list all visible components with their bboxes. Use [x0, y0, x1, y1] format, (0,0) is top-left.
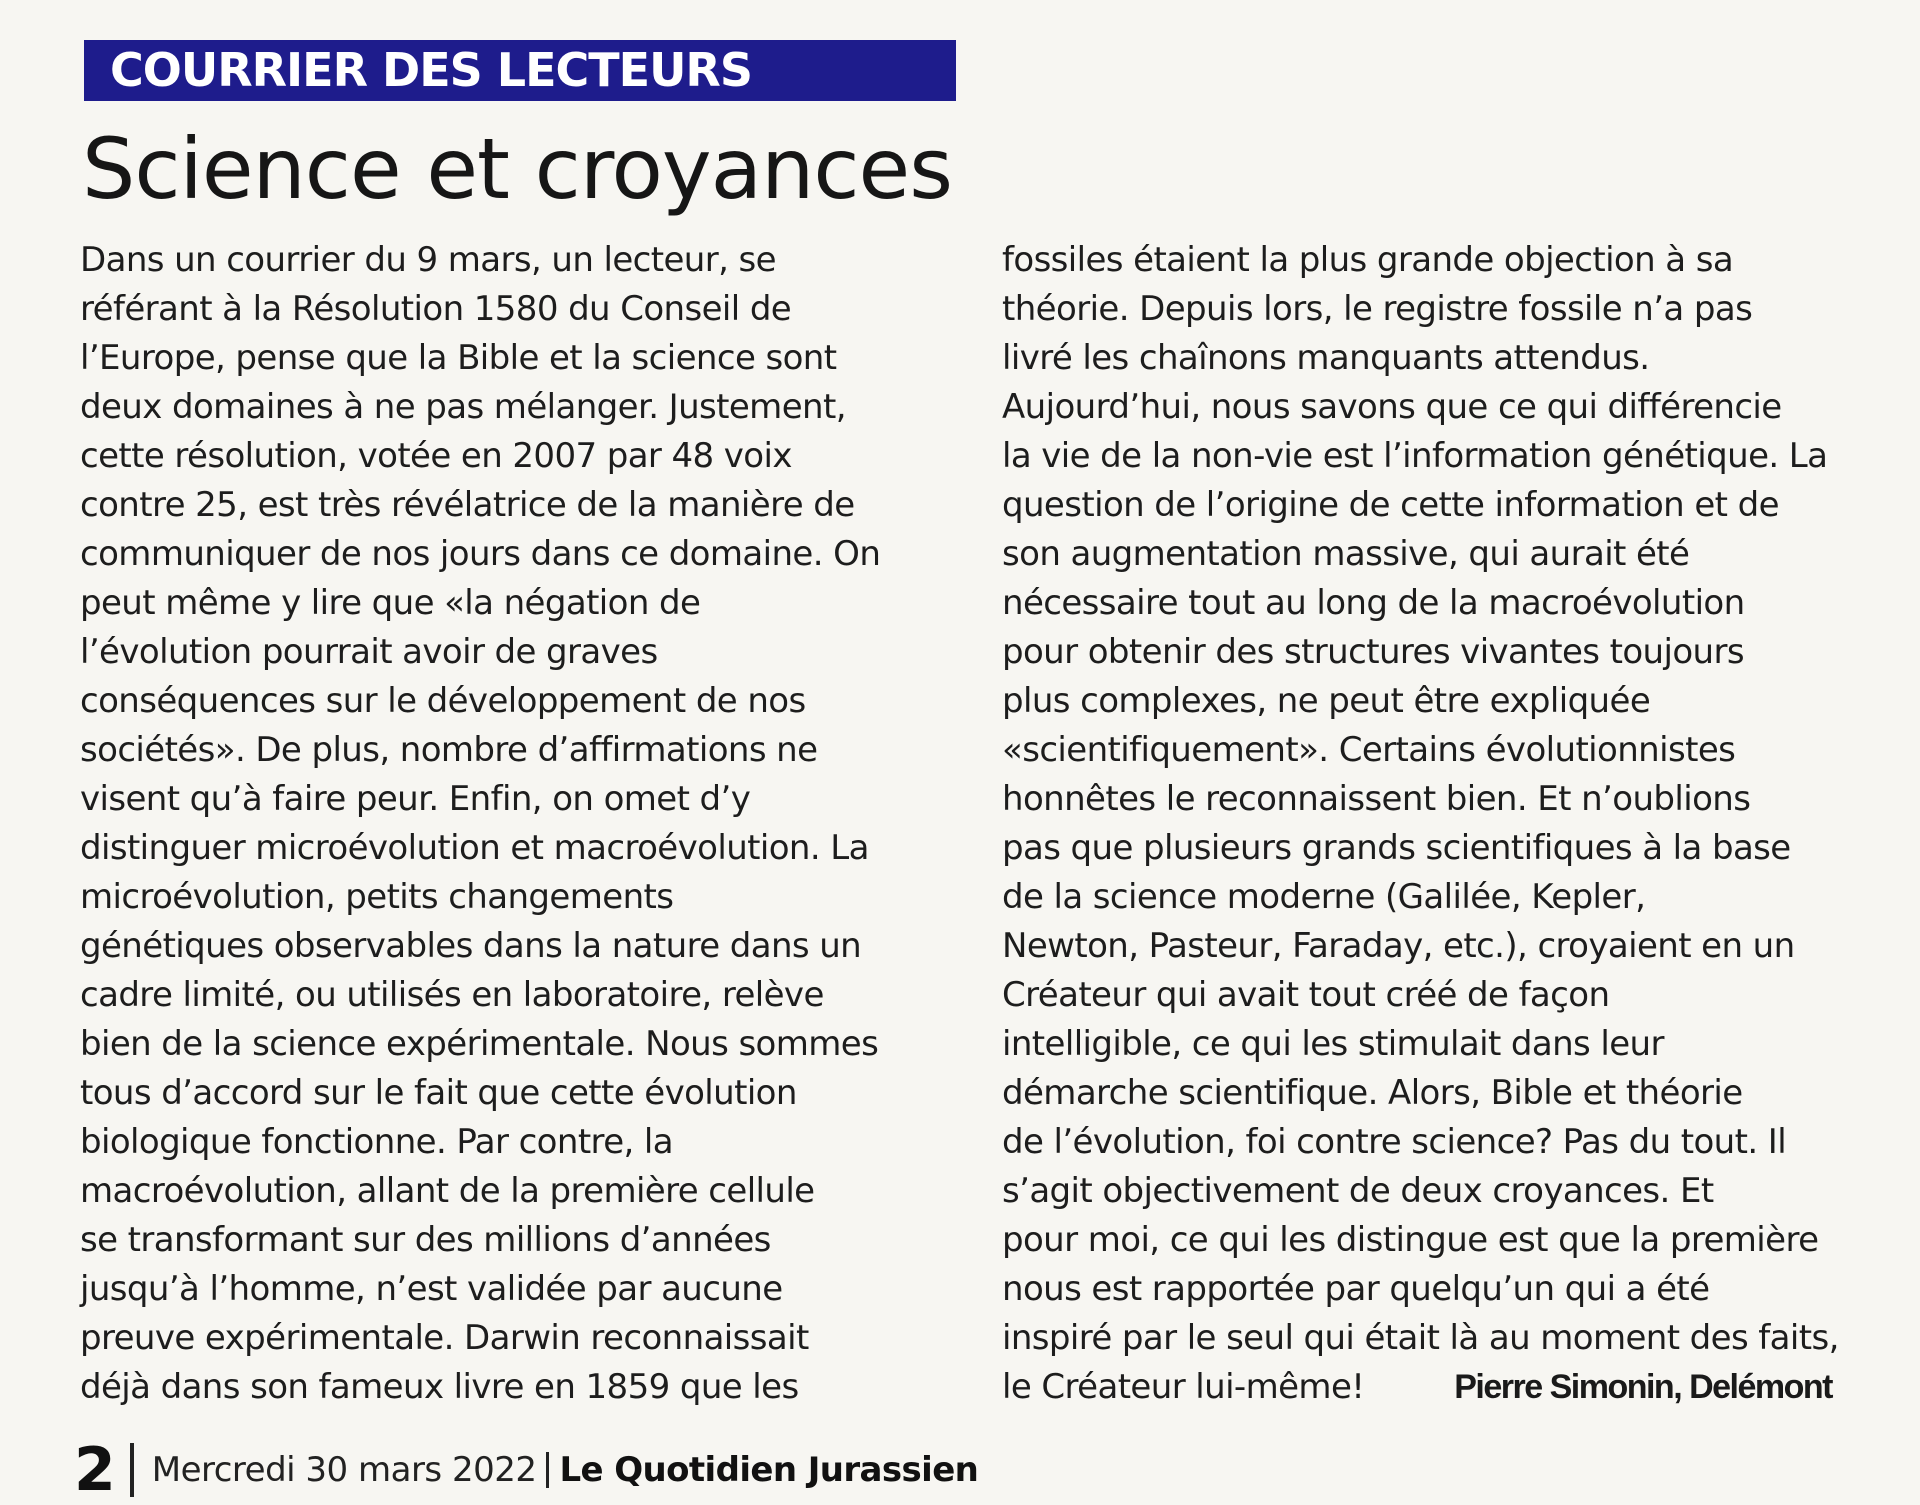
closing-line: le Créateur lui-même!	[1002, 1367, 1365, 1407]
article-text-line: Dans un courrier du 9 mars, un lecteur, se	[80, 240, 776, 280]
article-text-line: question de l’origine de cette information et de	[1002, 485, 1779, 525]
page-number: 2	[74, 1435, 116, 1505]
article-text-line: tous d’accord sur le fait que cette évolution	[80, 1073, 797, 1113]
article-text-line: visent qu’à faire peur. Enfin, on omet d’y	[80, 779, 751, 819]
closing-line-row	[1002, 1363, 1832, 1412]
article-text-line: microévolution, petits changements	[80, 877, 674, 917]
article-text-line: peut même y lire que «la négation de	[80, 583, 701, 623]
article-text-line: Créateur qui avait tout créé de façon	[1002, 975, 1610, 1015]
publication-date: Mercredi 30 mars 2022	[151, 1450, 537, 1490]
article-text-line: livré les chaînons manquants attendus.	[1002, 338, 1650, 378]
article-column-left	[80, 236, 960, 1412]
section-rubric: COURRIER DES LECTEURS	[84, 40, 956, 101]
article-text-line: s’agit objectivement de deux croyances. Et	[1002, 1171, 1714, 1211]
article-text-line: cette résolution, votée en 2007 par 48 voix	[80, 436, 792, 476]
article-text-line: Aujourd’hui, nous savons que ce qui différencie	[1002, 387, 1782, 427]
article-text-line: fossiles étaient la plus grande objection à sa	[1002, 240, 1734, 280]
article-text-line: pour moi, ce qui les distingue est que la première	[1002, 1220, 1819, 1260]
article-text-line: biologique fonctionne. Par contre, la	[80, 1122, 674, 1162]
article-text-line: la vie de la non-vie est l’information génétique. La	[1002, 436, 1828, 476]
article-text-line: de la science moderne (Galilée, Kepler,	[1002, 877, 1646, 917]
article-text-line: de l’évolution, foi contre science? Pas du tout. Il	[1002, 1122, 1787, 1162]
article-text-line: référant à la Résolution 1580 du Conseil de	[80, 289, 792, 329]
article-text-line: son augmentation massive, qui aurait été	[1002, 534, 1690, 574]
article-text-line: nécessaire tout au long de la macroévolution	[1002, 583, 1745, 623]
article-text-line: intelligible, ce qui les stimulait dans leur	[1002, 1024, 1664, 1064]
article-text-line: macroévolution, allant de la première cellule	[80, 1171, 815, 1211]
article-text-line: deux domaines à ne pas mélanger. Justement,	[80, 387, 846, 427]
article-text-line: pour obtenir des structures vivantes toujours	[1002, 632, 1744, 672]
article-text-line: l’Europe, pense que la Bible et la science sont	[80, 338, 837, 378]
footer-divider	[130, 1443, 134, 1497]
article-text-line: démarche scientifique. Alors, Bible et théorie	[1002, 1073, 1743, 1113]
article-text-line: nous est rapportée par quelqu’un qui a été	[1002, 1269, 1710, 1309]
article-text-line: jusqu’à l’homme, n’est validée par aucune	[80, 1269, 783, 1309]
article-text-line: communiquer de nos jours dans ce domaine. On	[80, 534, 881, 574]
article-text-line: plus complexes, ne peut être expliquée	[1002, 681, 1651, 721]
article-text-line: bien de la science expérimentale. Nous sommes	[80, 1024, 879, 1064]
page-footer	[74, 1435, 979, 1505]
article-text-line: distinguer microévolution et macroévolution. La	[80, 828, 869, 868]
article-text-line: génétiques observables dans la nature dans un	[80, 926, 862, 966]
footer-divider-small	[546, 1452, 549, 1488]
article-text-line: conséquences sur le développement de nos	[80, 681, 806, 721]
article-text-line: «scientifiquement». Certains évolutionnistes	[1002, 730, 1736, 770]
article-text-line: sociétés». De plus, nombre d’affirmations ne	[80, 730, 818, 770]
article-text-line: cadre limité, ou utilisés en laboratoire, relève	[80, 975, 824, 1015]
article-text-line: pas que plusieurs grands scientifiques à la base	[1002, 828, 1791, 868]
article-column-right-lines	[1002, 236, 1882, 1363]
article-text-line: honnêtes le reconnaissent bien. Et n’oublions	[1002, 779, 1751, 819]
article-headline: Science et croyances	[82, 120, 952, 218]
article-text-line: preuve expérimentale. Darwin reconnaissait	[80, 1318, 809, 1358]
article-text-line: se transformant sur des millions d’années	[80, 1220, 771, 1260]
article-text-line: contre 25, est très révélatrice de la manière de	[80, 485, 855, 525]
article-text-line: inspiré par le seul qui était là au moment des faits,	[1002, 1318, 1839, 1358]
article-text-line: déjà dans son fameux livre en 1859 que les	[80, 1367, 799, 1407]
article-column-right	[1002, 236, 1882, 1412]
article-text-line: l’évolution pourrait avoir de graves	[80, 632, 658, 672]
article-text-line: Newton, Pasteur, Faraday, etc.), croyaient en un	[1002, 926, 1795, 966]
letter-signature: Pierre Simonin, Delémont	[1454, 1368, 1832, 1406]
article-text-line: théorie. Depuis lors, le registre fossile n’a pas	[1002, 289, 1753, 329]
newspaper-name: Le Quotidien Jurassien	[559, 1450, 979, 1490]
